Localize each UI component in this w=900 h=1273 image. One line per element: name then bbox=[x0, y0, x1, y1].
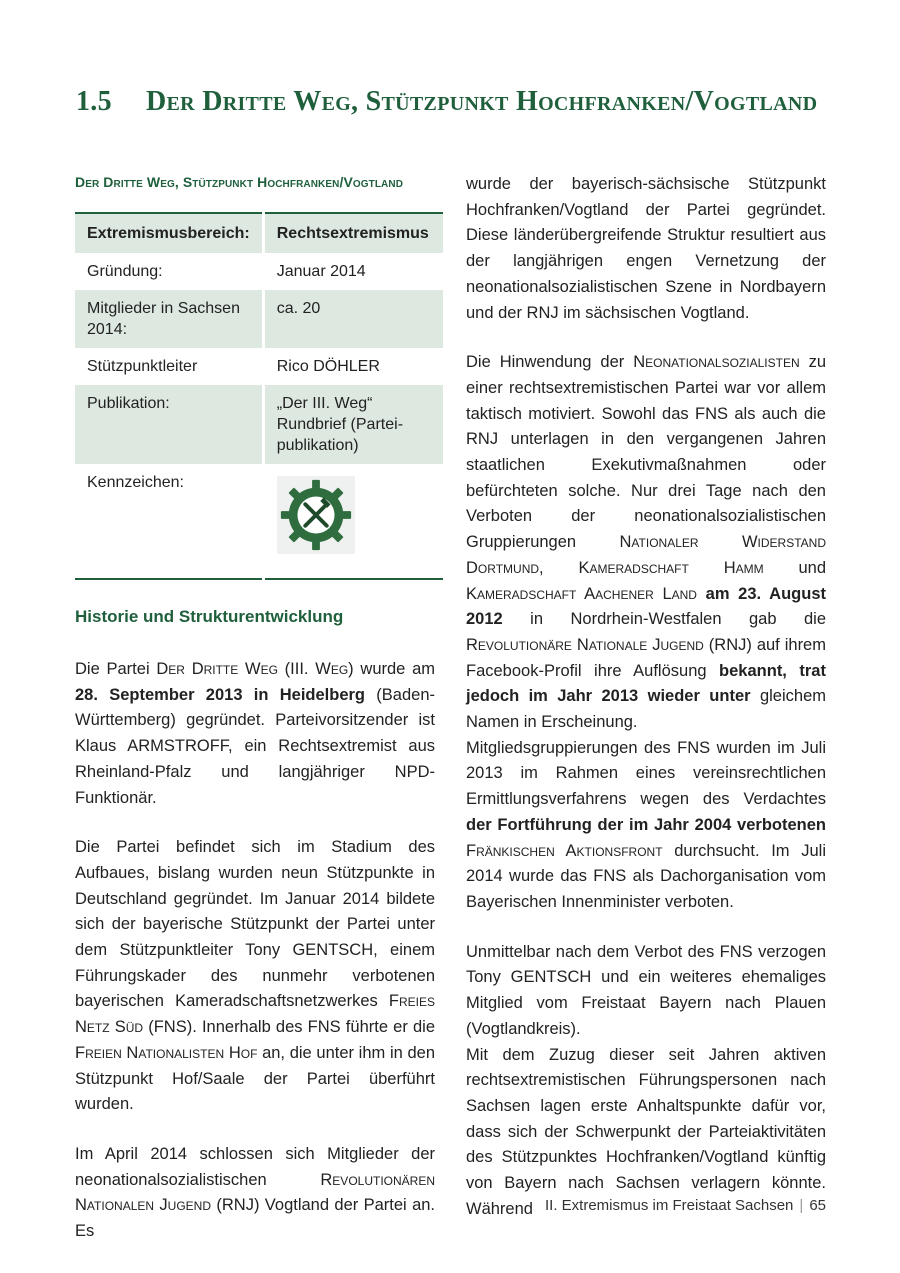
paragraph bbox=[75, 657, 435, 811]
table-row bbox=[75, 290, 443, 348]
factbox-value: „Der III. Weg“ Rundbrief (Parteipublikation) bbox=[263, 385, 443, 464]
text-run: zu einer rechtsextremistischen Partei war vor allem taktisch motiviert. Sowohl das FNS als auch die RNJ unterlagen in den vergangenen Jahren staatlichen Exekutivmaßnahmen oder befürchteten solche. Nur drei Tage nach den Verboten der neonationalsozialistischen Gruppierungen bbox=[466, 353, 827, 552]
text-run: Die Hinwendung der bbox=[466, 353, 634, 372]
org-name: Freies Netz Süd bbox=[75, 992, 435, 1037]
org-name: Kameradschaft Aachener Land bbox=[466, 584, 697, 603]
text-run: , bbox=[539, 558, 579, 577]
factbox-key: Publikation: bbox=[75, 385, 263, 464]
party-emblem-icon bbox=[277, 476, 355, 554]
text-run: (FNS). Innerhalb des FNS führte er die bbox=[143, 1018, 435, 1037]
chapter-heading bbox=[76, 86, 817, 118]
factbox-value bbox=[263, 464, 443, 579]
paragraph: Mit dem Zuzug dieser seit Jahren aktiven rechtsextremistischen Führungspersonen nach Sachsen lagen erste Anhaltspunkte dafür vor, dass sich der Schwerpunkt der Parteiaktivitäten des Stützpunktes Hochfranken/Vogtland künftig von Bayern nach Sachsen verlagern könnte. Während bbox=[466, 1045, 826, 1218]
text-run: ) wurde am bbox=[348, 660, 436, 678]
org-name: Kameradschaft Hamm bbox=[578, 558, 764, 577]
founding-date: 28. September 2013 in Heidelberg bbox=[75, 685, 365, 704]
left-column bbox=[75, 657, 435, 1245]
text-run: gleichem Namen in Erscheinung. bbox=[466, 687, 826, 732]
text-run: (RNJ) Vogtland der Partei an. Es bbox=[75, 1196, 436, 1241]
text-run: Weg bbox=[315, 660, 349, 678]
table-row bbox=[75, 464, 443, 579]
text-run: und bbox=[763, 558, 826, 577]
factbox-value: ca. 20 bbox=[263, 290, 443, 348]
factbox-table bbox=[75, 212, 443, 580]
factbox-value: Rico DÖHLER bbox=[276, 358, 380, 375]
paragraph: wurde der bayerisch-sächsische Stützpunkt Hochfranken/Vogtland der Partei gegründet. Diese länderübergreifende Struktur resultiert aus der langjährigen engen Vernetzung der neonationalsozialistischen Szene in Nordbayern und der RNJ im sächsischen Vogtland. bbox=[466, 175, 826, 322]
org-name: Revolutionäre Nationale Jugend bbox=[466, 635, 704, 654]
text-run bbox=[697, 585, 706, 603]
text-run: an, die unter ihm in den Stützpunkt Hof/Saale der Partei überführt wurden. bbox=[75, 1043, 435, 1114]
chapter-number: 1.5 bbox=[76, 86, 112, 117]
text-run: Mitgliedsgruppierungen des FNS wurden im Juli 2013 im Rahmen eines vereinsrechtlichen Ermittlungsverfahrens wegen des Verdachtes bbox=[466, 738, 826, 809]
text-run: Neonationalsozialisten bbox=[633, 353, 800, 372]
text-run: durchsucht. Im Juli 2014 wurde das FNS als Dachorganisation vom Bayerischen Innenminister verboten. bbox=[466, 841, 826, 911]
text-run: in Nordrhein-Westfalen gab die bbox=[502, 610, 826, 629]
factbox-key: Kennzeichen: bbox=[75, 464, 263, 579]
table-row bbox=[75, 385, 443, 464]
org-name: Freien Nationalisten Hof bbox=[75, 1043, 258, 1062]
org-name: Nationaler Widerstand Dortmund bbox=[466, 533, 826, 577]
text-run: der Fortführung der im Jahr 2004 verbotenen bbox=[466, 815, 826, 834]
right-column bbox=[466, 172, 826, 1222]
text-run: (III. bbox=[277, 660, 316, 678]
table-row bbox=[75, 213, 443, 253]
factbox-value: Januar 2014 bbox=[276, 263, 366, 280]
factbox-key: Mitglieder in Sachsen 2014: bbox=[75, 290, 263, 348]
text-run: Im April 2014 schlossen sich Mitglieder der neonationalsozialistischen bbox=[75, 1144, 435, 1189]
factbox-key: Gründung: bbox=[75, 253, 263, 290]
paragraph bbox=[466, 350, 826, 736]
text-run: Die Partei bbox=[75, 660, 157, 678]
org-name: Revolutionären Nationalen Jugend bbox=[75, 1170, 435, 1215]
paragraph bbox=[466, 736, 826, 916]
section-heading: Historie und Strukturentwicklung bbox=[75, 607, 344, 626]
text-run: am 23. August 2012 bbox=[466, 584, 826, 629]
text-run: bekannt, trat jedoch im Jahr 2013 wieder unter bbox=[466, 661, 826, 706]
paragraph: Unmittelbar nach dem Verbot des FNS verzogen Tony GENTSCH und ein weiteres ehemaliges Mitglied vom Freistaat Bayern nach Plauen (Vogtlandkreis). bbox=[466, 942, 826, 1038]
factbox-title: Der Dritte Weg, Stützpunkt Hochfranken/Vogtland bbox=[75, 174, 404, 190]
chapter-title: Der Dritte Weg, Stützpunkt Hochfranken/Vogtland bbox=[146, 86, 818, 117]
text-run: (Baden-Württemberg) gegründet. Parteivorsitzender ist Klaus ARMSTROFF, ein Rechtsextremist aus Rheinland-Pfalz und langjähriger NPD-Funktionär. bbox=[75, 685, 435, 807]
text-run: Die Partei befindet sich im Stadium des Aufbaues, bislang wurden neun Stützpunkte in Deutschland gegründet. Im Januar 2014 bildete sich der bayerische Stützpunkt der Partei unter dem Stützpunktleiter Tony GENTSCH, einem Führungskader des nunmehr verbotenen bayerischen Kameradschaftsnetzwerkes bbox=[75, 838, 435, 1011]
org-name: Fränkischen Aktionsfront bbox=[466, 841, 663, 860]
paragraph bbox=[75, 1142, 435, 1245]
page-footer: II. Extremismus im Freistaat Sachsen | 65 bbox=[545, 1197, 826, 1214]
paragraph bbox=[75, 835, 435, 1118]
footer-text: II. Extremismus im Freistaat Sachsen bbox=[545, 1197, 794, 1214]
factbox-value: Rechtsextremismus bbox=[263, 213, 443, 253]
factbox-key: Stützpunktleiter bbox=[75, 348, 263, 385]
table-row bbox=[75, 348, 443, 385]
factbox-key: Extremismusbereich: bbox=[75, 213, 263, 253]
table-row bbox=[75, 253, 443, 290]
party-name: Der Dritte Weg bbox=[156, 660, 278, 678]
page-number: 65 bbox=[809, 1197, 826, 1214]
text-run: (RNJ) auf ihrem Facebook-Profil ihre Auflösung bbox=[466, 635, 826, 680]
